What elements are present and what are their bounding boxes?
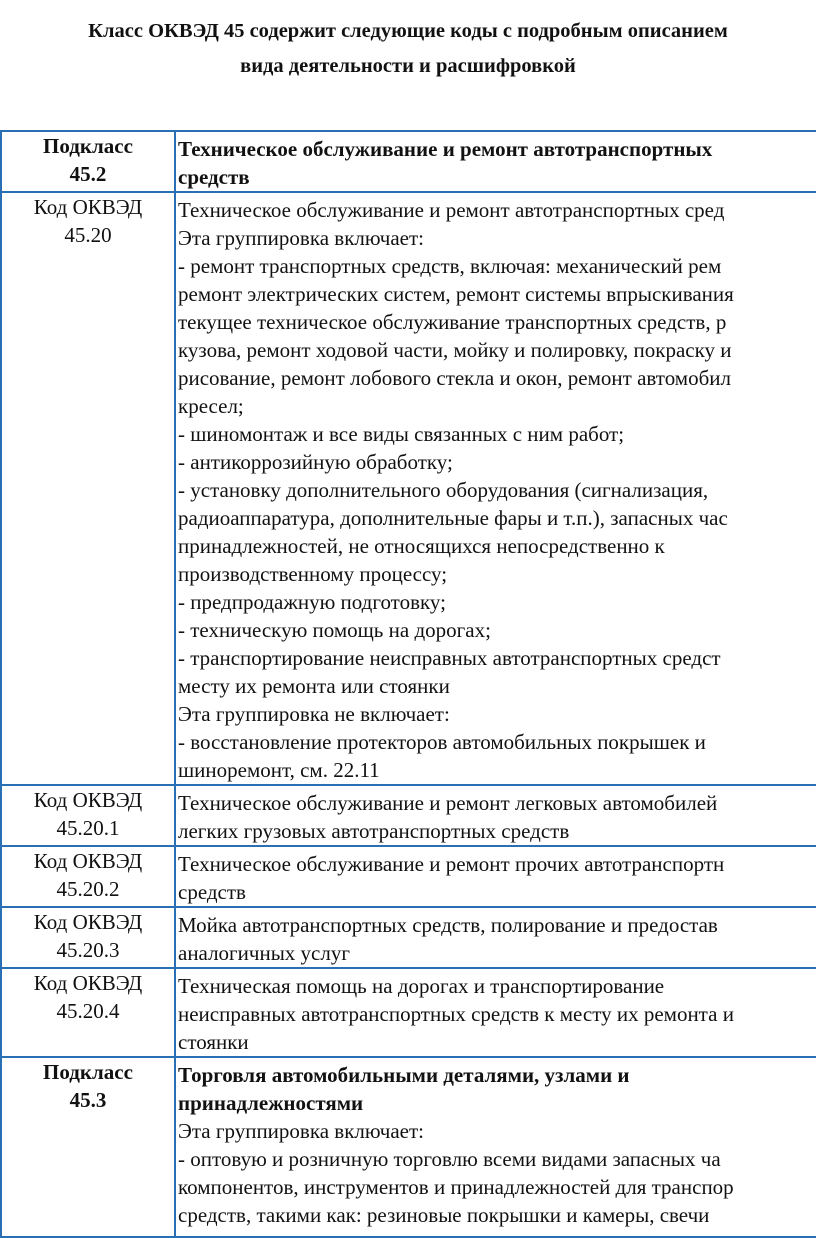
code-number: 45.20.2: [56, 877, 120, 901]
code-label: Код ОКВЭД: [33, 910, 143, 934]
description-cell: [175, 192, 816, 785]
table-row: [1, 968, 816, 1057]
description-line: неисправных автотранспортных средств к месту их ремонта и: [178, 1002, 734, 1026]
code-label: Код ОКВЭД: [33, 788, 143, 812]
description-line: Эта группировка не включает:: [178, 702, 450, 726]
description-line: Эта группировка включает:: [178, 1119, 424, 1143]
description-line: стоянки: [178, 1030, 249, 1054]
description-line: Техническое обслуживание и ремонт автотранспортных сред: [178, 198, 725, 222]
description-line: кресел;: [178, 394, 244, 418]
description-cell: [175, 131, 816, 192]
description-line: кузова, ремонт ходовой части, мойку и полировку, покраску и: [178, 338, 732, 362]
description-heading-line: Техническое обслуживание и ремонт автотранспортных: [178, 137, 713, 161]
code-cell: [1, 968, 175, 1057]
description-cell: [175, 907, 816, 968]
description-line: - установку дополнительного оборудования (сигнализация,: [178, 478, 709, 502]
description-line: Эта группировка включает:: [178, 226, 424, 250]
description-line: - шиномонтаж и все виды связанных с ним работ;: [178, 422, 625, 446]
code-cell: [1, 846, 175, 907]
code-number: 45.20: [64, 223, 112, 247]
description-line: месту их ремонта или стоянки: [178, 674, 450, 698]
page-title: [0, 14, 816, 84]
description-cell: [175, 785, 816, 846]
description-line: Мойка автотранспортных средств, полирование и предостав: [178, 913, 718, 937]
code-cell: [1, 1057, 175, 1237]
table-row: [1, 192, 816, 785]
description-line: шиноремонт, см. 22.11: [178, 758, 380, 782]
description-line: аналогичных услуг: [178, 941, 350, 965]
table-row: [1, 131, 816, 192]
code-number: 45.20.3: [56, 938, 120, 962]
description-line: - антикоррозийную обработку;: [178, 450, 453, 474]
description-line: средств: [178, 880, 246, 904]
page-title-line-1: Класс ОКВЭД 45 содержит следующие коды с подробным описанием: [88, 20, 728, 42]
description-heading-line: средств: [178, 165, 250, 189]
description-cell: [175, 1057, 816, 1237]
description-line: легких грузовых автотранспортных средств: [178, 819, 570, 843]
table-row: [1, 1057, 816, 1237]
code-number: 45.20.1: [56, 816, 120, 840]
code-cell: [1, 785, 175, 846]
description-cell: [175, 846, 816, 907]
code-cell: [1, 192, 175, 785]
description-line: производственному процессу;: [178, 562, 448, 586]
table-row: [1, 846, 816, 907]
table-row: [1, 907, 816, 968]
code-cell: [1, 131, 175, 192]
okved-table: [0, 130, 816, 1238]
code-number: 45.3: [69, 1088, 107, 1112]
code-number: 45.2: [69, 162, 107, 186]
code-cell: [1, 907, 175, 968]
code-label: Код ОКВЭД: [33, 195, 143, 219]
description-cell: [175, 968, 816, 1057]
code-label: Подкласс: [43, 134, 133, 158]
description-line: - восстановление протекторов автомобильных покрышек и: [178, 730, 706, 754]
description-line: - предпродажную подготовку;: [178, 590, 446, 614]
description-heading-line: принадлежностями: [178, 1091, 364, 1115]
description-line: текущее техническое обслуживание транспортных средств, р: [178, 310, 727, 334]
description-line: - оптовую и розничную торговлю всеми видами запасных ча: [178, 1147, 721, 1171]
okved-table-body: [1, 131, 816, 1237]
code-label: Подкласс: [43, 1060, 133, 1084]
description-line: Техническая помощь на дорогах и транспортирование: [178, 974, 665, 998]
description-line: ремонт электрических систем, ремонт системы впрыскивания: [178, 282, 734, 306]
description-line: принадлежностей, не относящихся непосредственно к: [178, 534, 665, 558]
code-label: Код ОКВЭД: [33, 971, 143, 995]
description-line: рисование, ремонт лобового стекла и окон, ремонт автомобил: [178, 366, 731, 390]
page-title-line-2: вида деятельности и расшифровкой: [240, 55, 576, 77]
description-line: средств, такими как: резиновые покрышки и камеры, свечи: [178, 1203, 710, 1227]
description-line: радиоаппаратура, дополнительные фары и т.п.), запасных час: [178, 506, 728, 530]
description-line: - техническую помощь на дорогах;: [178, 618, 491, 642]
code-number: 45.20.4: [56, 999, 120, 1023]
description-line: Техническое обслуживание и ремонт прочих автотранспортн: [178, 852, 725, 876]
code-label: Код ОКВЭД: [33, 849, 143, 873]
table-row: [1, 785, 816, 846]
description-line: - транспортирование неисправных автотранспортных средст: [178, 646, 721, 670]
description-line: - ремонт транспортных средств, включая: механический рем: [178, 254, 722, 278]
description-line: компонентов, инструментов и принадлежностей для транспор: [178, 1175, 734, 1199]
description-heading-line: Торговля автомобильными деталями, узлами и: [178, 1063, 630, 1087]
description-line: Техническое обслуживание и ремонт легковых автомобилей: [178, 791, 718, 815]
